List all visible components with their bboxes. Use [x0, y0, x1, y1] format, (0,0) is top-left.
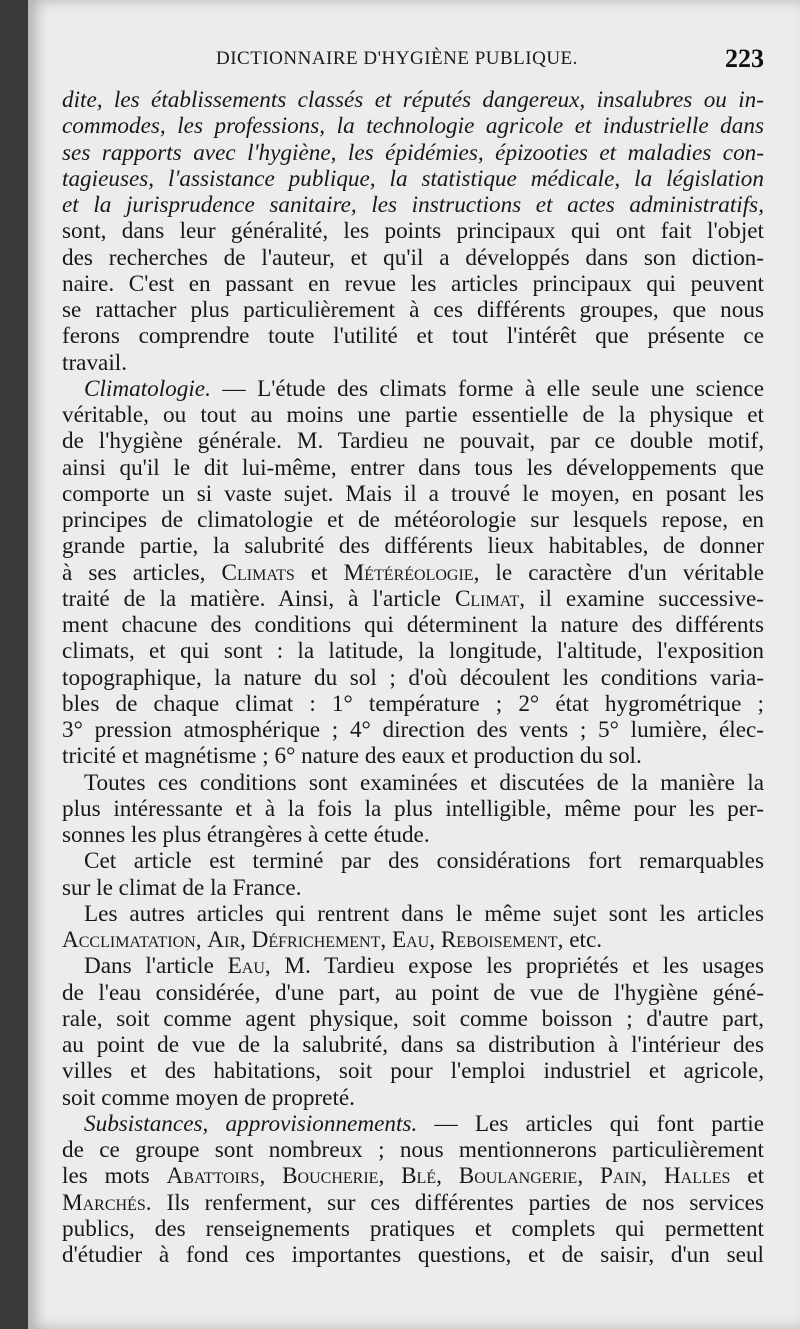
page-number: 223 — [725, 44, 764, 73]
separator: , — [240, 927, 252, 953]
article-reference: Boucherie — [282, 1163, 379, 1190]
text-line — [62, 245, 764, 271]
text-line — [62, 192, 764, 218]
text-line — [62, 1137, 764, 1163]
text-line — [62, 953, 764, 979]
line-text: commodes, les professions, la technologie agricole et industrielle dans — [62, 113, 764, 140]
line-text: au point de vue de la salubrité, dans sa distribution à l'intérieur des — [62, 1032, 764, 1058]
separator: , — [378, 1163, 402, 1190]
line-text: sur le climat de la France. — [62, 874, 302, 901]
line-text: ment chacune des conditions qui déterminent la nature des différents — [62, 612, 764, 638]
line-text: soit comme moyen de propreté. — [62, 1084, 355, 1111]
text-line — [62, 350, 764, 376]
text-line — [62, 533, 764, 559]
running-title: DICTIONNAIRE D'HYGIÈNE PUBLIQUE. — [216, 48, 578, 69]
text-line — [62, 612, 764, 638]
text-line — [62, 743, 764, 769]
article-reference: Marchés — [62, 1189, 146, 1216]
line-text: et — [730, 1163, 765, 1190]
separator: , — [195, 927, 208, 953]
text-line — [62, 980, 764, 1006]
body-text — [62, 87, 764, 1268]
text-line — [62, 113, 764, 139]
text-line — [62, 822, 764, 848]
line-text: se rattacher plus particulièrement à ces différents groupes, que nous — [62, 297, 764, 323]
line-text: bles de chaque climat : 1° température ; 2° état hygrométrique ; — [62, 690, 764, 717]
text-line — [62, 402, 764, 428]
line-text: , M. Tardieu expose les propriétés et les usages — [264, 953, 764, 980]
line-text: , etc. — [557, 927, 603, 953]
article-reference: Défrichement — [251, 927, 381, 953]
separator: , — [429, 927, 441, 953]
article-reference: Eau — [227, 953, 265, 980]
text-line — [62, 717, 764, 743]
book-page — [28, 0, 800, 1329]
text-line — [62, 1216, 764, 1242]
separator: , — [577, 1163, 600, 1190]
text-line — [62, 560, 764, 586]
text-line — [62, 428, 764, 454]
line-text: sonnes les plus étrangères à cette étude. — [62, 822, 430, 848]
text-line — [62, 323, 764, 349]
line-text: traité de la matière. Ainsi, à l'article — [62, 585, 455, 612]
article-reference: Halles — [663, 1163, 731, 1190]
text-line — [62, 901, 764, 927]
article-reference: Climats — [221, 559, 295, 586]
text-line — [62, 691, 764, 717]
text-line — [62, 875, 764, 901]
text-line — [62, 1006, 764, 1032]
line-text: topographique, la nature du sol ; d'où découlent les conditions varia- — [62, 664, 764, 691]
article-reference: Météréologie — [343, 559, 474, 586]
line-text: Toutes ces conditions sont examinées et discutées de la manière la — [84, 769, 764, 796]
line-text: principes de climatologie et de météorologie sur lesquels repose, en — [62, 507, 764, 533]
page-header — [28, 44, 800, 74]
text-line — [62, 1032, 764, 1058]
text-line — [62, 665, 764, 691]
line-text: tricité et magnétisme ; 6° nature des eaux et production du sol. — [62, 743, 642, 770]
text-line — [62, 218, 764, 244]
text-line — [62, 796, 764, 822]
article-reference: Air — [207, 927, 241, 953]
article-reference: Eau — [391, 927, 430, 953]
separator: , — [641, 1163, 664, 1190]
section-lead: Climatologie. — [84, 375, 211, 402]
line-text: — L'étude des climats forme à elle seule une science — [210, 375, 764, 402]
line-text: ainsi qu'il le dit lui-même, entrer dans tous les développements que — [62, 454, 764, 481]
line-text: sont, dans leur généralité, les points principaux qui ont fait l'objet — [62, 218, 764, 245]
line-text: de l'hygiène générale. M. Tardieu ne pouvait, par ce double motif, — [62, 428, 764, 455]
separator: , — [436, 1163, 459, 1190]
line-text: rale, soit comme agent physique, soit comme boisson ; d'autre part, — [62, 1005, 764, 1032]
article-reference: Acclimatation — [62, 927, 196, 953]
line-text: , il examine successive- — [519, 585, 765, 612]
line-text: publics, des renseignements pratiques et complets qui permettent — [62, 1215, 764, 1242]
article-reference: Reboisement — [440, 927, 558, 953]
article-reference: Pain — [599, 1163, 642, 1190]
line-text: les mots — [62, 1163, 167, 1190]
line-text: . Ils renferment, sur ces différentes parties de nos services — [145, 1189, 764, 1216]
line-text: Dans l'article — [84, 953, 228, 980]
text-line — [62, 586, 764, 612]
text-line — [62, 1085, 764, 1111]
text-line — [62, 1058, 764, 1084]
line-text: , le caractère d'un véritable — [473, 559, 765, 586]
line-text: ses rapports avec l'hygiène, les épidémies, épizooties et maladies con- — [62, 139, 764, 166]
line-text: 3° pression atmosphérique ; 4° direction des vents ; 5° lumière, élec- — [62, 717, 764, 743]
text-line — [62, 927, 764, 953]
line-text: ferons comprendre toute l'utilité et tout l'intérêt que présente ce — [62, 323, 764, 350]
line-text: de ce groupe sont nombreux ; nous mentionnerons particulièrement — [62, 1137, 764, 1163]
text-line — [62, 87, 764, 113]
text-line — [62, 455, 764, 481]
line-text: d'étudier à fond ces importantes questions, et de saisir, d'un seul — [62, 1242, 764, 1268]
line-text: et — [294, 559, 344, 586]
text-line — [62, 481, 764, 507]
text-line — [62, 1111, 764, 1137]
text-line — [62, 1163, 764, 1189]
line-text: de l'eau considérée, d'une part, au point de vue de l'hygiène géné- — [62, 979, 764, 1006]
line-text: villes et des habitations, soit pour l'emploi industriel et agricole, — [62, 1058, 764, 1085]
text-line — [62, 140, 764, 166]
line-text: Les autres articles qui rentrent dans le même sujet sont les articles — [84, 900, 764, 927]
text-line — [62, 376, 764, 402]
text-line — [62, 166, 764, 192]
section-lead: Subsistances, approvisionnements. — [84, 1110, 418, 1137]
line-text: tagieuses, l'assistance publique, la statistique médicale, la législation — [62, 165, 764, 192]
article-reference: Boulangerie — [458, 1163, 578, 1190]
line-text: naire. C'est en passant en revue les articles principaux qui peuvent — [62, 270, 764, 297]
separator: , — [380, 927, 392, 953]
line-text: dite, les établissements classés et réputés dangereux, insalubres ou in- — [62, 87, 764, 113]
line-text: — Les articles qui font partie — [417, 1110, 764, 1137]
article-reference: Abattoirs — [166, 1163, 260, 1190]
line-text: véritable, ou tout au moins une partie essentielle de la physique et — [62, 402, 764, 428]
text-line — [62, 1242, 764, 1268]
line-text: et la jurisprudence sanitaire, les instructions et actes administratifs, — [62, 192, 764, 218]
line-text: comporte un si vaste sujet. Mais il a trouvé le moyen, en posant les — [62, 480, 764, 507]
text-line — [62, 770, 764, 796]
text-line — [62, 297, 764, 323]
text-line — [62, 638, 764, 664]
line-text: climats, et qui sont : la latitude, la longitude, l'altitude, l'exposition — [62, 638, 764, 665]
separator: , — [259, 1163, 283, 1190]
line-text: des recherches de l'auteur, et qu'il a développés dans son diction- — [62, 244, 764, 271]
line-text: à ses articles, — [62, 559, 222, 586]
line-text: Cet article est terminé par des considérations fort remarquables — [84, 848, 764, 875]
text-line — [62, 271, 764, 297]
line-text: plus intéressante et à la fois la plus intelligible, même pour les per- — [62, 795, 764, 822]
line-text: travail. — [62, 349, 128, 376]
article-reference: Climat — [454, 585, 520, 612]
line-text: grande partie, la salubrité des différents lieux habitables, de donner — [62, 533, 764, 560]
article-reference: Blé — [401, 1163, 437, 1190]
text-line — [62, 1190, 764, 1216]
text-line — [62, 848, 764, 874]
text-line — [62, 507, 764, 533]
